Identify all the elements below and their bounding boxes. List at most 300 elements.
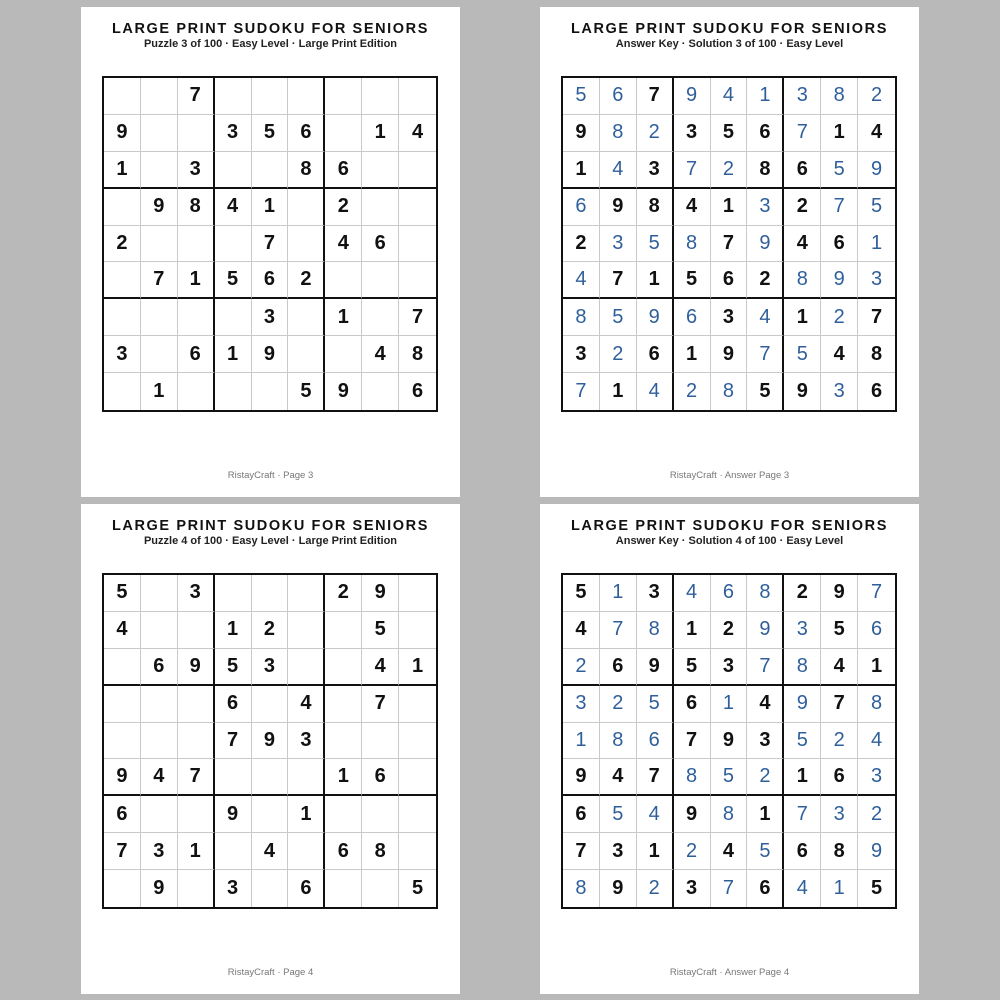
grid-cell: 1 <box>215 336 252 373</box>
page-title: LARGE PRINT SUDOKU FOR SENIORS <box>570 21 889 37</box>
grid-cell: 6 <box>600 649 637 686</box>
grid-cell: 4 <box>858 723 895 760</box>
grid-cell: 6 <box>747 115 784 152</box>
grid-cell <box>252 373 289 410</box>
grid-cell: 9 <box>563 759 600 796</box>
grid-cell: 3 <box>252 649 289 686</box>
grid-cell: 1 <box>821 870 858 907</box>
grid-cell: 4 <box>104 612 141 649</box>
grid-cell: 5 <box>870 877 883 900</box>
grid-cell: 5 <box>674 262 711 299</box>
grid-cell <box>104 686 141 723</box>
grid-cell: 7 <box>215 723 252 760</box>
grid-cell: 7 <box>821 686 858 723</box>
grid-cell: 1 <box>178 262 215 299</box>
grid-cell: 1 <box>178 833 215 870</box>
grid-cell: 9 <box>215 796 252 833</box>
grid-cell: 6 <box>411 380 424 403</box>
page-subtitle: Puzzle 3 of 100 · Easy Level · Large Print Edition <box>143 38 398 50</box>
grid-cell <box>178 612 215 649</box>
grid-cell: 1 <box>288 796 325 833</box>
grid-cell: 4 <box>711 833 748 870</box>
grid-cell <box>362 78 399 115</box>
grid-cell: 7 <box>178 78 215 115</box>
page-subtitle: Answer Key · Solution 4 of 100 · Easy Level <box>615 535 844 547</box>
grid-cell <box>288 833 325 870</box>
grid-cell: 9 <box>104 759 141 796</box>
grid-cell: 2 <box>325 575 362 612</box>
grid-cell: 9 <box>563 115 600 152</box>
grid-cell: 3 <box>215 115 252 152</box>
grid-cell: 6 <box>288 870 325 907</box>
grid-cell: 9 <box>784 373 821 410</box>
grid-cell: 1 <box>637 262 674 299</box>
grid-cell: 5 <box>215 262 252 299</box>
grid-cell: 2 <box>637 870 674 907</box>
grid-cell: 3 <box>252 299 289 336</box>
grid-cell: 1 <box>784 299 821 336</box>
grid-cell <box>399 575 436 612</box>
grid-cell: 5 <box>784 723 821 760</box>
grid-cell: 3 <box>858 759 895 796</box>
grid-cell: 8 <box>711 373 748 410</box>
grid-cell: 5 <box>821 152 858 189</box>
grid-cell: 6 <box>674 686 711 723</box>
grid-cell: 6 <box>637 336 674 373</box>
grid-cell: 7 <box>784 115 821 152</box>
grid-cell: 4 <box>637 373 674 410</box>
grid-cell: 7 <box>711 226 748 263</box>
page-title: LARGE PRINT SUDOKU FOR SENIORS <box>570 518 889 534</box>
grid-cell <box>325 686 362 723</box>
grid-cell: 7 <box>563 373 600 410</box>
grid-cell: 9 <box>747 226 784 263</box>
grid-cell: 3 <box>563 336 600 373</box>
grid-cell <box>325 336 362 373</box>
grid-cell: 5 <box>600 796 637 833</box>
grid-cell: 2 <box>325 189 362 226</box>
grid-cell: 9 <box>325 373 362 410</box>
grid-cell: 4 <box>747 686 784 723</box>
grid-cell: 1 <box>674 612 711 649</box>
grid-cell <box>399 833 436 870</box>
grid-cell: 1 <box>674 336 711 373</box>
grid-cell: 2 <box>674 373 711 410</box>
grid-cell <box>325 796 362 833</box>
grid-cell: 7 <box>362 686 399 723</box>
grid-cell <box>104 189 141 226</box>
grid-cell: 8 <box>747 575 784 612</box>
grid-cell <box>252 870 289 907</box>
grid-cell: 9 <box>252 723 289 760</box>
grid-cell: 2 <box>784 575 821 612</box>
grid-cell: 2 <box>747 759 784 796</box>
grid-cell <box>215 226 252 263</box>
grid-cell: 8 <box>600 115 637 152</box>
grid-cell: 7 <box>563 833 600 870</box>
grid-cell: 5 <box>747 833 784 870</box>
grid-cell <box>325 115 362 152</box>
grid-cell: 9 <box>858 833 895 870</box>
page-footer: RistayCraft · Answer Page 4 <box>669 967 790 978</box>
grid-cell: 9 <box>252 336 289 373</box>
grid-cell: 8 <box>637 189 674 226</box>
grid-cell <box>362 299 399 336</box>
grid-cell: 7 <box>104 833 141 870</box>
grid-cell: 1 <box>325 759 362 796</box>
grid-cell: 3 <box>784 78 821 115</box>
puzzle-page-4 <box>81 504 460 994</box>
grid-cell <box>215 373 252 410</box>
grid-cell: 2 <box>104 226 141 263</box>
grid-cell <box>399 723 436 760</box>
grid-cell: 3 <box>141 833 178 870</box>
grid-cell <box>215 152 252 189</box>
grid-cell: 7 <box>711 870 748 907</box>
grid-cell: 7 <box>674 152 711 189</box>
grid-cell: 3 <box>711 649 748 686</box>
grid-cell: 5 <box>411 877 424 900</box>
grid-cell: 5 <box>637 226 674 263</box>
grid-cell <box>288 649 325 686</box>
grid-cell: 7 <box>858 299 895 336</box>
grid-cell: 9 <box>674 796 711 833</box>
grid-cell <box>399 78 436 115</box>
grid-cell: 6 <box>104 796 141 833</box>
grid-cell <box>399 262 436 299</box>
grid-cell <box>325 723 362 760</box>
grid-cell: 7 <box>747 336 784 373</box>
grid-cell: 5 <box>215 649 252 686</box>
grid-cell: 9 <box>784 686 821 723</box>
grid-cell: 8 <box>178 189 215 226</box>
grid-cell: 5 <box>784 336 821 373</box>
grid-cell: 9 <box>141 870 178 907</box>
grid-cell: 2 <box>784 189 821 226</box>
grid-cell: 9 <box>674 78 711 115</box>
grid-cell: 4 <box>288 686 325 723</box>
grid-cell <box>104 78 141 115</box>
grid-cell: 5 <box>711 115 748 152</box>
grid-cell: 7 <box>600 612 637 649</box>
grid-cell <box>215 575 252 612</box>
grid-cell <box>215 759 252 796</box>
grid-cell: 8 <box>858 686 895 723</box>
grid-cell: 6 <box>674 299 711 336</box>
grid-cell: 3 <box>178 575 215 612</box>
grid-cell: 3 <box>637 575 674 612</box>
grid-cell: 7 <box>141 262 178 299</box>
grid-cell <box>362 723 399 760</box>
grid-cell <box>252 575 289 612</box>
grid-cell: 4 <box>215 189 252 226</box>
grid-cell: 3 <box>288 723 325 760</box>
grid-cell: 8 <box>821 833 858 870</box>
grid-cell: 4 <box>362 336 399 373</box>
grid-cell: 2 <box>674 833 711 870</box>
grid-cell: 9 <box>637 649 674 686</box>
grid-cell <box>215 78 252 115</box>
grid-cell: 6 <box>711 262 748 299</box>
grid-cell: 6 <box>215 686 252 723</box>
grid-cell: 9 <box>178 649 215 686</box>
grid-cell: 1 <box>600 373 637 410</box>
grid-cell: 5 <box>711 759 748 796</box>
grid-cell: 4 <box>141 759 178 796</box>
grid-cell <box>362 796 399 833</box>
grid-cell <box>141 575 178 612</box>
grid-cell: 1 <box>821 115 858 152</box>
grid-cell: 2 <box>711 612 748 649</box>
grid-cell: 4 <box>399 115 436 152</box>
grid-cell: 9 <box>747 612 784 649</box>
grid-cell: 5 <box>674 649 711 686</box>
page-footer: RistayCraft · Page 3 <box>227 470 314 481</box>
grid-cell: 6 <box>747 870 784 907</box>
grid-cell: 5 <box>104 575 141 612</box>
grid-cell: 3 <box>747 189 784 226</box>
grid-cell <box>104 649 141 686</box>
grid-cell <box>104 373 141 410</box>
grid-cell: 6 <box>711 575 748 612</box>
grid-cell: 3 <box>821 373 858 410</box>
grid-cell: 3 <box>821 796 858 833</box>
grid-cell <box>399 189 436 226</box>
grid-cell: 4 <box>711 78 748 115</box>
grid-cell <box>141 336 178 373</box>
grid-cell <box>325 612 362 649</box>
grid-cell: 7 <box>252 226 289 263</box>
grid-cell: 6 <box>252 262 289 299</box>
grid-cell: 2 <box>711 152 748 189</box>
grid-cell <box>399 152 436 189</box>
grid-cell <box>325 649 362 686</box>
grid-cell: 9 <box>104 115 141 152</box>
grid-cell <box>104 299 141 336</box>
grid-cell: 9 <box>141 189 178 226</box>
grid-cell <box>288 189 325 226</box>
grid-cell <box>141 299 178 336</box>
grid-cell <box>325 78 362 115</box>
grid-cell <box>104 870 141 907</box>
grid-cell: 2 <box>858 796 895 833</box>
grid-cell: 4 <box>563 262 600 299</box>
grid-cell <box>362 870 399 907</box>
grid-cell: 7 <box>600 262 637 299</box>
grid-cell <box>399 226 436 263</box>
grid-cell: 1 <box>858 649 895 686</box>
grid-cell <box>141 152 178 189</box>
grid-cell <box>178 226 215 263</box>
sudoku-grid <box>102 76 438 412</box>
grid-cell: 3 <box>858 262 895 299</box>
grid-cell: 1 <box>141 373 178 410</box>
page-subtitle: Answer Key · Solution 3 of 100 · Easy Level <box>615 38 844 50</box>
grid-cell: 8 <box>747 152 784 189</box>
grid-cell <box>399 612 436 649</box>
grid-cell: 1 <box>215 612 252 649</box>
grid-cell: 4 <box>821 336 858 373</box>
grid-cell: 9 <box>821 262 858 299</box>
grid-cell <box>141 78 178 115</box>
grid-cell: 4 <box>674 189 711 226</box>
grid-cell: 9 <box>637 299 674 336</box>
grid-cell <box>288 612 325 649</box>
grid-cell: 8 <box>858 336 895 373</box>
grid-cell <box>141 115 178 152</box>
puzzle-page-3 <box>81 7 460 497</box>
grid-cell: 2 <box>600 686 637 723</box>
grid-cell: 4 <box>563 612 600 649</box>
grid-cell: 2 <box>821 299 858 336</box>
grid-cell: 8 <box>600 723 637 760</box>
grid-cell: 9 <box>711 723 748 760</box>
grid-cell: 5 <box>747 373 784 410</box>
grid-cell <box>325 870 362 907</box>
grid-cell: 2 <box>288 262 325 299</box>
grid-cell: 3 <box>600 833 637 870</box>
grid-cell: 3 <box>674 115 711 152</box>
grid-cell: 4 <box>362 649 399 686</box>
grid-cell: 3 <box>563 686 600 723</box>
grid-cell: 4 <box>252 833 289 870</box>
grid-cell: 4 <box>637 796 674 833</box>
grid-cell: 4 <box>600 152 637 189</box>
grid-cell: 1 <box>399 649 436 686</box>
grid-cell <box>178 723 215 760</box>
grid-cell: 8 <box>674 759 711 796</box>
grid-cell: 2 <box>747 262 784 299</box>
grid-cell: 1 <box>104 152 141 189</box>
grid-cell <box>104 262 141 299</box>
grid-cell: 1 <box>747 78 784 115</box>
grid-cell: 4 <box>674 575 711 612</box>
grid-cell: 4 <box>600 759 637 796</box>
grid-cell: 6 <box>563 189 600 226</box>
grid-cell: 5 <box>637 686 674 723</box>
grid-cell <box>141 226 178 263</box>
grid-cell: 6 <box>141 649 178 686</box>
page-title: LARGE PRINT SUDOKU FOR SENIORS <box>111 518 430 534</box>
grid-cell: 8 <box>711 796 748 833</box>
grid-cell <box>288 78 325 115</box>
grid-cell <box>178 686 215 723</box>
grid-cell <box>141 686 178 723</box>
grid-cell: 1 <box>252 189 289 226</box>
grid-cell <box>215 833 252 870</box>
grid-cell <box>362 152 399 189</box>
grid-cell: 4 <box>784 226 821 263</box>
grid-cell: 6 <box>784 833 821 870</box>
grid-cell: 9 <box>600 870 637 907</box>
grid-cell: 3 <box>600 226 637 263</box>
grid-cell: 9 <box>711 336 748 373</box>
grid-cell <box>178 870 215 907</box>
grid-cell: 6 <box>821 759 858 796</box>
grid-cell: 3 <box>215 870 252 907</box>
grid-cell: 4 <box>325 226 362 263</box>
grid-cell <box>178 373 215 410</box>
grid-cell <box>215 299 252 336</box>
grid-cell: 5 <box>600 299 637 336</box>
grid-cell: 2 <box>563 226 600 263</box>
grid-cell: 6 <box>563 796 600 833</box>
grid-cell: 1 <box>362 115 399 152</box>
grid-cell <box>288 336 325 373</box>
grid-cell: 1 <box>784 759 821 796</box>
page-footer: RistayCraft · Answer Page 3 <box>669 470 790 481</box>
grid-cell: 7 <box>399 299 436 336</box>
grid-cell <box>288 299 325 336</box>
grid-cell <box>141 723 178 760</box>
grid-cell: 1 <box>747 796 784 833</box>
grid-cell: 6 <box>288 115 325 152</box>
grid-cell: 3 <box>711 299 748 336</box>
grid-cell: 8 <box>563 299 600 336</box>
grid-cell <box>362 189 399 226</box>
grid-cell: 5 <box>821 612 858 649</box>
grid-cell: 1 <box>600 575 637 612</box>
grid-cell: 6 <box>325 833 362 870</box>
grid-cell <box>399 759 436 796</box>
grid-cell <box>178 796 215 833</box>
grid-cell: 6 <box>600 78 637 115</box>
grid-cell <box>178 115 215 152</box>
grid-cell: 2 <box>858 78 895 115</box>
grid-cell: 2 <box>637 115 674 152</box>
sudoku-grid <box>561 76 897 412</box>
answer-page-3 <box>540 7 919 497</box>
grid-cell: 4 <box>821 649 858 686</box>
sudoku-grid <box>102 573 438 909</box>
page-subtitle: Puzzle 4 of 100 · Easy Level · Large Print Edition <box>143 535 398 547</box>
grid-cell: 8 <box>288 152 325 189</box>
grid-cell: 1 <box>563 152 600 189</box>
grid-cell <box>399 686 436 723</box>
page-title: LARGE PRINT SUDOKU FOR SENIORS <box>111 21 430 37</box>
grid-cell: 6 <box>325 152 362 189</box>
grid-cell: 8 <box>362 833 399 870</box>
grid-cell: 7 <box>784 796 821 833</box>
grid-cell <box>399 796 436 833</box>
grid-cell: 7 <box>178 759 215 796</box>
grid-cell: 3 <box>674 870 711 907</box>
grid-cell <box>104 723 141 760</box>
grid-cell: 9 <box>362 575 399 612</box>
grid-cell: 1 <box>711 686 748 723</box>
grid-cell: 1 <box>563 723 600 760</box>
grid-cell: 3 <box>637 152 674 189</box>
grid-cell: 2 <box>563 649 600 686</box>
grid-cell: 6 <box>858 612 895 649</box>
grid-cell <box>252 796 289 833</box>
grid-cell <box>252 78 289 115</box>
grid-cell <box>288 575 325 612</box>
grid-cell: 1 <box>858 226 895 263</box>
grid-cell: 3 <box>104 336 141 373</box>
grid-cell <box>141 796 178 833</box>
grid-cell: 9 <box>821 575 858 612</box>
grid-cell: 6 <box>870 380 883 403</box>
grid-cell: 8 <box>399 336 436 373</box>
grid-cell: 5 <box>288 373 325 410</box>
grid-cell: 6 <box>821 226 858 263</box>
answer-page-4 <box>540 504 919 994</box>
grid-cell: 3 <box>784 612 821 649</box>
grid-cell: 6 <box>178 336 215 373</box>
grid-cell: 5 <box>362 612 399 649</box>
grid-cell: 3 <box>178 152 215 189</box>
